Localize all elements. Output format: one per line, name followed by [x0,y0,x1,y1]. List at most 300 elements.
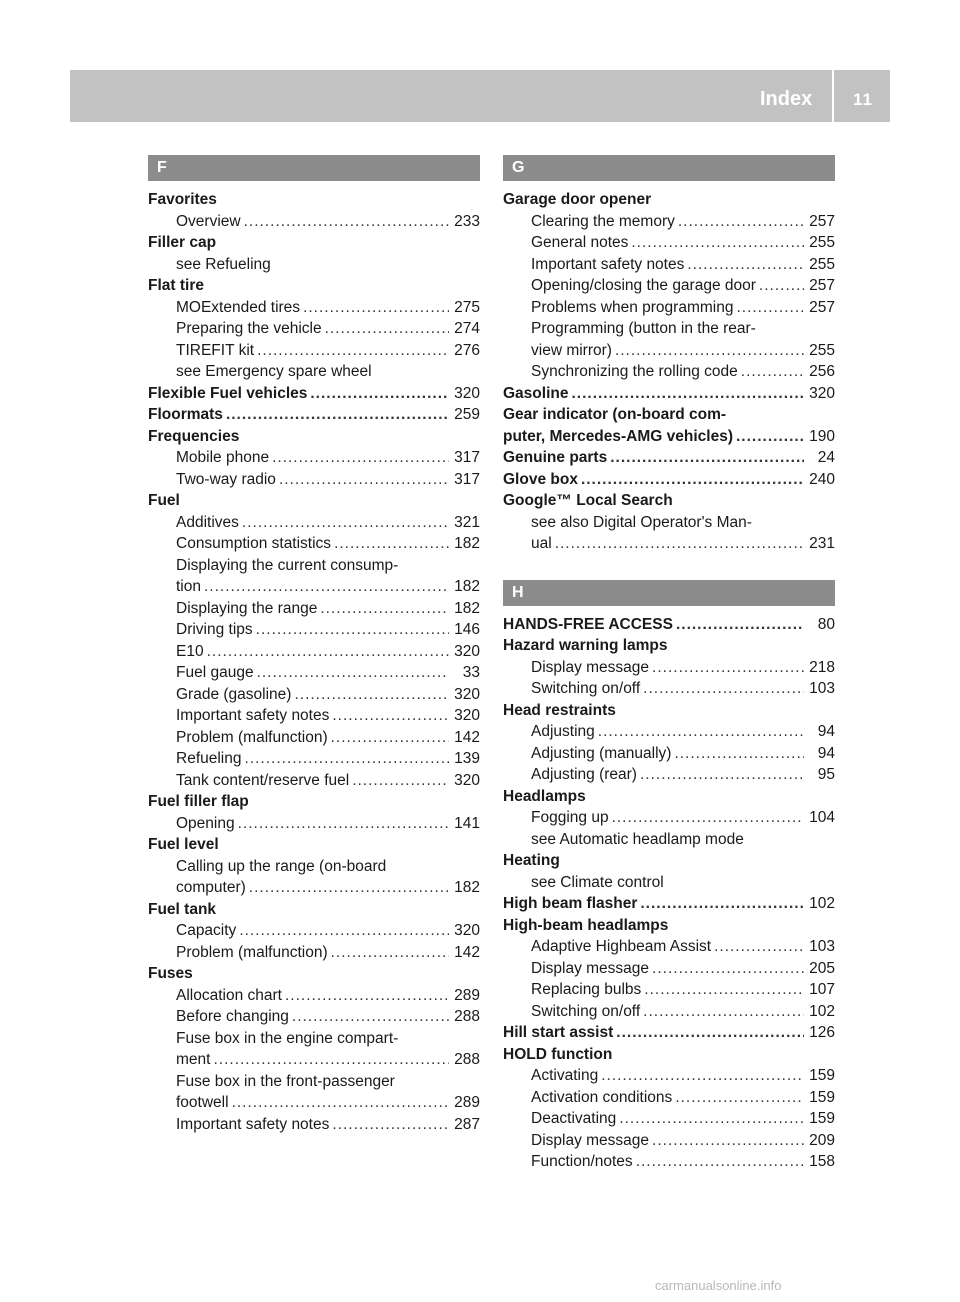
index-column-right [503,155,835,1173]
entry-text: Fuel level [148,836,219,853]
page-reference: 102 [809,1002,835,1020]
page-reference: 275 [454,298,480,316]
entry-text: see also Digital Operator's Man- [531,513,752,531]
page-reference: 289 [454,986,480,1004]
entry-text: Clearing the memory [531,212,675,230]
page-reference: 274 [454,320,480,337]
entry-text: Frequencies [148,427,240,445]
index-subentry [148,598,480,620]
entry-text: Function/notes [531,1153,633,1170]
page-reference: 95 [817,766,835,783]
page-reference: 288 [454,1008,480,1025]
index-entry [503,469,835,491]
index-subentry [148,447,480,469]
entry-text: Adjusting (rear) [531,766,637,783]
dot-leader [652,958,804,980]
index-column-left [148,155,480,1135]
dot-leader [272,447,449,469]
entry-text: Hazard warning lamps [503,637,668,654]
page-reference: 182 [454,578,480,595]
dot-leader [610,447,804,469]
dot-leader [331,942,449,964]
entry-text: Tank content/reserve fuel [176,771,350,789]
entry-text: Garage door opener [503,191,652,208]
page-reference: 158 [809,1153,835,1170]
index-subentry [503,764,835,786]
index-entry [503,490,835,512]
entry-text: Favorites [148,191,217,208]
index-subentry [503,512,835,534]
entry-text: HOLD function [503,1045,613,1063]
entry-text: computer) [176,879,246,896]
page-reference: 255 [809,234,835,251]
index-entry [503,426,835,448]
entry-text: HANDS-FREE ACCESS [503,615,673,633]
page-reference: 287 [454,1115,480,1133]
entry-text: High beam flasher [503,895,638,912]
page-reference: 256 [809,363,835,380]
dot-leader [631,232,804,254]
entry-text: Allocation chart [176,986,282,1004]
index-subentry [503,1130,835,1152]
entry-text: Adjusting [531,723,595,740]
dot-leader [232,1092,449,1114]
index-entry [503,893,835,915]
entry-text: Fuel [148,492,180,509]
page-reference: 320 [809,384,835,402]
index-entry [148,899,480,921]
entry-text: Refueling [176,750,242,767]
dot-leader [678,211,804,233]
index-subentry [148,985,480,1007]
index-entry [148,791,480,813]
page-reference: 255 [809,255,835,273]
dot-leader [310,383,449,405]
entry-text: footwell [176,1094,229,1111]
page-reference: 103 [809,938,835,955]
index-subentry [503,936,835,958]
page-reference: 320 [454,771,480,789]
dot-leader [643,678,804,700]
index-subentry [503,872,835,894]
page-reference: 139 [454,750,480,767]
page-reference: 190 [809,427,835,445]
page-reference: 259 [454,406,480,423]
index-entry [148,383,480,405]
entry-text: Fuel gauge [176,664,254,681]
index-entry [503,1022,835,1044]
entry-text: Fuse box in the engine compart- [176,1029,399,1047]
index-subentry [148,1114,480,1136]
entry-text: Displaying the current consump- [176,556,399,574]
index-entry [148,963,480,985]
index-entry [148,275,480,297]
page-reference: 317 [454,449,480,466]
entry-text: Activating [531,1067,599,1084]
index-subentry [148,555,480,577]
index-entry [503,700,835,722]
page-reference: 159 [809,1110,835,1127]
entry-text: TIREFIT kit [176,341,255,359]
index-subentry [503,958,835,980]
index-entry [503,786,835,808]
page-reference: 80 [817,615,835,633]
entry-text: ual [531,535,552,552]
dot-leader [292,1006,449,1028]
dot-leader [619,1108,804,1130]
dot-leader [612,807,804,829]
index-subentry [148,684,480,706]
index-subentry [503,533,835,555]
page-section-title: Index [760,88,813,110]
page-reference: 320 [454,642,480,660]
entry-text: Display message [531,1131,650,1149]
entry-text: Switching on/off [531,680,641,697]
page-reference: 94 [817,723,835,740]
entry-text: Important safety notes [531,255,685,273]
entry-text: see Automatic headlamp mode [531,830,744,848]
page-reference: 104 [809,809,835,826]
entry-text: Problems when programming [531,298,734,316]
entry-text: Head restraints [503,701,616,719]
section-letter-header: G [503,155,835,181]
header-divider [832,70,834,122]
entry-text: Display message [531,658,650,676]
index-subentry [503,361,835,383]
entry-text: Preparing the vehicle [176,320,322,337]
entry-text: Opening/closing the garage door [531,277,756,294]
index-subentry [503,1087,835,1109]
page-reference: 209 [809,1131,835,1149]
index-subentry [148,297,480,319]
dot-leader [204,576,449,598]
entry-text: Programming (button in the rear- [531,320,756,337]
dot-leader [652,1130,804,1152]
entry-text: Two-way radio [176,470,276,488]
page-reference: 231 [809,535,835,552]
page-reference: 317 [454,470,480,488]
index-subentry [148,877,480,899]
dot-leader [581,469,804,491]
index-subentry [503,678,835,700]
page-reference: 141 [454,814,480,832]
entry-text: Important safety notes [176,707,330,724]
dot-leader [320,598,449,620]
index-entry [503,189,835,211]
dot-leader [616,1022,804,1044]
dot-leader [257,340,449,362]
entry-text: Fuses [148,965,193,982]
entry-text: Activation conditions [531,1088,673,1106]
page-reference: 289 [454,1094,480,1111]
page-reference: 320 [454,685,480,703]
dot-leader [598,721,804,743]
entry-text: Genuine parts [503,449,608,466]
index-entry [503,850,835,872]
entry-text: Synchronizing the rolling code [531,363,738,380]
index-subentry [148,1006,480,1028]
index-subentry [148,662,480,684]
index-subentry [503,275,835,297]
dot-leader [640,764,804,786]
page-reference: 159 [809,1088,835,1106]
entry-text: Hill start assist [503,1024,614,1041]
index-subentry [503,1001,835,1023]
dot-leader [239,920,449,942]
dot-leader [226,404,449,426]
index-subentry [148,512,480,534]
dot-leader [331,727,449,749]
page-reference: 103 [809,680,835,697]
dot-leader [294,684,449,706]
entry-text: Driving tips [176,621,253,638]
entry-text: Glove box [503,470,578,488]
page-reference: 288 [454,1051,480,1068]
dot-leader [652,657,804,679]
entry-text: Problem (malfunction) [176,728,328,746]
dot-leader [279,469,449,491]
index-subentry [503,743,835,765]
entry-text: Fuse box in the front-passenger [176,1072,395,1090]
page-reference: 233 [454,212,480,230]
index-subentry [148,641,480,663]
page-reference: 276 [454,341,480,359]
index-subentry [503,721,835,743]
entry-text: General notes [531,234,629,251]
index-subentry [148,340,480,362]
index-subentry [148,770,480,792]
dot-leader [640,893,804,915]
entry-text: Fogging up [531,809,609,826]
entry-text: tion [176,578,201,595]
entry-text: puter, Mercedes-AMG vehicles) [503,427,733,445]
index-entry [148,232,480,254]
dot-leader [741,361,804,383]
dot-leader [257,662,449,684]
dot-leader [213,1049,449,1071]
dot-leader [334,533,449,555]
index-subentry [148,576,480,598]
index-subentry [503,318,835,340]
index-subentry [503,1108,835,1130]
dot-leader [325,318,449,340]
entry-text: Fuel tank [148,900,217,918]
dot-leader [555,533,804,555]
entry-text: Headlamps [503,787,586,805]
entry-text: Floormats [148,406,223,423]
entry-text: Deactivating [531,1110,617,1127]
dot-leader [675,1087,804,1109]
index-subentry [148,856,480,878]
index-subentry [148,211,480,233]
entry-text: Consumption statistics [176,535,332,552]
index-entry [503,635,835,657]
entry-text: E10 [176,642,204,660]
index-entry [503,383,835,405]
page-reference: 24 [817,449,835,466]
entry-text: Flexible Fuel vehicles [148,384,308,402]
dot-leader [245,748,450,770]
page-reference: 182 [454,599,480,617]
entry-text: view mirror) [531,341,612,359]
entry-text: Calling up the range (on-board [176,857,387,875]
dot-leader [687,254,804,276]
page-reference: 240 [809,470,835,488]
index-subentry [503,340,835,362]
index-entry [503,614,835,636]
index-entry [503,1044,835,1066]
dot-leader [332,705,449,727]
page-reference: 255 [809,341,835,359]
index-entry [148,834,480,856]
page-reference: 257 [809,298,835,316]
index-subentry [148,533,480,555]
dot-leader [571,383,804,405]
entry-text: Overview [176,212,241,230]
entry-text: Mobile phone [176,449,270,466]
index-subentry [148,1092,480,1114]
index-subentry [503,232,835,254]
dot-leader [242,512,449,534]
entry-text: Important safety notes [176,1115,330,1133]
index-subentry [503,979,835,1001]
dot-leader [256,619,449,641]
index-entry [503,404,835,426]
dot-leader [643,1001,804,1023]
entry-text: Gear indicator (on-board com- [503,406,727,423]
entry-text: Displaying the range [176,599,318,617]
entry-text: Adjusting (manually) [531,744,672,762]
watermark: carmanualsonline.info [655,1278,782,1293]
index-subentry [148,942,480,964]
entry-text: ment [176,1051,211,1068]
page-reference: 320 [454,707,480,724]
dot-leader [244,211,449,233]
page-reference: 218 [809,658,835,676]
entry-text: MOExtended tires [176,298,301,316]
dot-leader [207,641,449,663]
index-subentry [503,1065,835,1087]
section-spacer [503,555,835,580]
entry-text: see Refueling [176,255,271,273]
index-subentry [148,1071,480,1093]
index-subentry [148,1028,480,1050]
page-reference: 33 [462,664,480,681]
index-subentry [503,807,835,829]
index-subentry [148,813,480,835]
page-reference: 182 [454,535,480,552]
index-subentry [148,619,480,641]
page-reference: 257 [809,212,835,230]
page-number: 11 [853,90,873,109]
entry-text: Google™ Local Search [503,492,673,509]
page-reference: 142 [454,728,480,746]
page-reference: 94 [817,744,835,762]
entry-text: Additives [176,513,239,531]
index-entry [503,915,835,937]
entry-text: Adaptive Highbeam Assist [531,938,712,955]
dot-leader [332,1114,449,1136]
index-subentry [148,361,480,383]
dot-leader [238,813,449,835]
index-subentry [148,748,480,770]
dot-leader [736,297,804,319]
dot-leader [736,426,804,448]
index-entry [503,447,835,469]
entry-text: Fuel filler flap [148,793,249,810]
entry-text: see Emergency spare wheel [176,363,372,380]
entry-text: see Climate control [531,873,664,891]
page-reference: 159 [809,1067,835,1084]
index-subentry [503,211,835,233]
page-reference: 107 [809,981,835,998]
page-reference: 146 [454,621,480,638]
dot-leader [303,297,449,319]
entry-text: Opening [176,814,235,832]
page-reference: 182 [454,879,480,896]
index-subentry [148,469,480,491]
entry-text: Filler cap [148,234,217,251]
dot-leader [644,979,804,1001]
index-subentry [148,1049,480,1071]
page-reference: 257 [809,277,835,294]
dot-leader [352,770,449,792]
dot-leader [759,275,804,297]
entry-text: Before changing [176,1008,289,1025]
dot-leader [676,614,804,636]
page-reference: 126 [809,1024,835,1041]
dot-leader [674,743,804,765]
index-entry [148,404,480,426]
index-subentry [148,705,480,727]
dot-leader [615,340,804,362]
index-subentry [503,1151,835,1173]
index-subentry [148,920,480,942]
entry-text: Problem (malfunction) [176,943,328,961]
index-entry [148,490,480,512]
index-subentry [503,254,835,276]
dot-leader [285,985,449,1007]
index-entry [148,189,480,211]
dot-leader [636,1151,804,1173]
index-subentry [148,254,480,276]
page-reference: 320 [454,384,480,402]
index-entry [148,426,480,448]
entry-text: Flat tire [148,277,204,294]
entry-text: Replacing bulbs [531,981,642,998]
entry-text: High-beam headlamps [503,916,669,934]
index-subentry [503,829,835,851]
entry-text: Grade (gasoline) [176,685,292,703]
page-reference: 205 [809,959,835,977]
dot-leader [714,936,804,958]
dot-leader [249,877,449,899]
page-reference: 102 [809,895,835,912]
index-subentry [148,318,480,340]
entry-text: Capacity [176,922,237,939]
entry-text: Heating [503,852,560,869]
section-letter-header: H [503,580,835,606]
index-subentry [503,657,835,679]
section-letter-header: F [148,155,480,181]
index-subentry [503,297,835,319]
page-reference: 320 [454,922,480,939]
entry-text: Display message [531,959,650,977]
page-reference: 142 [454,943,480,961]
page-reference: 321 [454,513,480,531]
entry-text: Gasoline [503,384,569,402]
index-subentry [148,727,480,749]
